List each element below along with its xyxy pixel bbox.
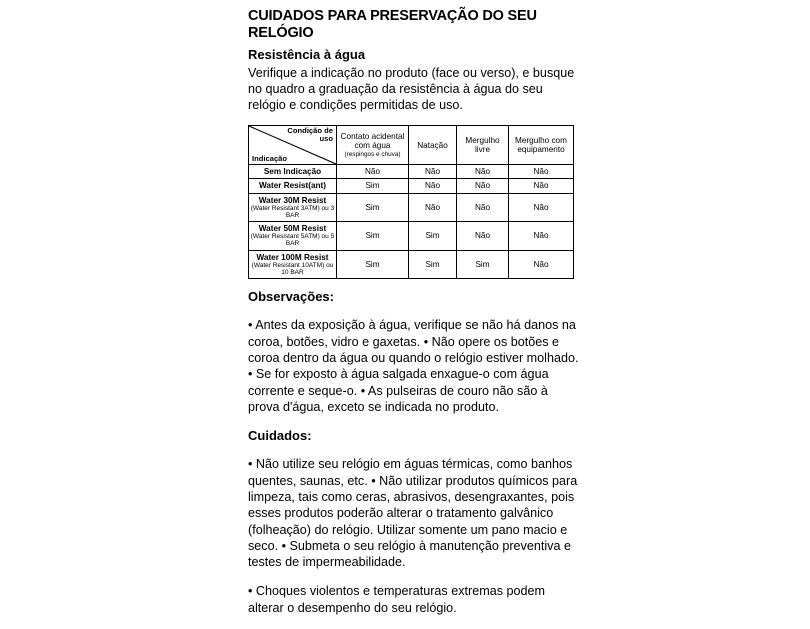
column-header-label: Mergulho com equipamento [515,136,567,155]
table-cell: Sim [337,193,409,221]
table-row [249,193,574,221]
table-cell: Sim [409,222,457,250]
column-header-mergulho-livre [457,126,509,165]
table-cell: Não [409,193,457,221]
cuidados-body: • Não utilize seu relógio em águas térmicas, como banhos quentes, saunas, etc. • Não utilizar produtos químicos para limpeza, tais como ceras, abrasivos, desengraxantes, pois esses produtos poderão alterar o tratamento galvânico (folheação) do relógio. Utilizar somente um pano macio e seco. • Submeta o seu relógio à manutenção preventiva e testes de impermeabilidade. [248,457,578,570]
table-cell: Não [509,165,574,179]
table-row [249,250,574,278]
observacoes-block [248,289,580,415]
row-label-sub: (Water Resistant 10ATM) ou 10 BAR [251,261,334,276]
table-row [249,222,574,250]
table-cell: Sim [337,179,409,193]
water-resistance-table [248,125,574,279]
row-label-water-resistant [249,179,337,193]
cuidados-block [248,428,580,616]
table-cell: Não [337,165,409,179]
column-header-label: Natação [417,140,448,150]
column-header-label: Mergulho livre [465,136,500,155]
table-cell: Não [509,193,574,221]
row-label-sub: (Water Resistant 3ATM) ou 3 BAR [250,204,335,219]
corner-label-bottom: Indicação [252,154,288,164]
table-cell: Não [409,165,457,179]
table-cell: Não [509,250,574,278]
table-cell: Não [409,179,457,193]
section-heading-observacoes: Observações: [248,289,334,305]
row-label-text: Water Resist(ant) [258,181,327,191]
row-label-text: Water 100M Resist [256,252,329,262]
table-row [249,165,574,179]
row-label-text: Water 30M Resist [258,195,327,205]
table-cell: Não [457,222,509,250]
table-cell: Não [457,165,509,179]
observacoes-body: • Antes da exposição à água, verifique se não há danos na coroa, botões, vidro e gaxetas. • Não opere os botões e coroa dentro da água ou quando o relógio estiver molhado. • Se for exposto à água salgada enxague-o com água corrente e seque-o. • As pulseiras de couro não são à prova d'água, exceto se indicada no produto. [248,318,579,415]
table-header-row [249,126,574,165]
row-label-water-50m [249,222,337,250]
table-cell: Sim [337,250,409,278]
row-label-water-100m [249,250,337,278]
row-label-text: Water 50M Resist [258,224,327,234]
column-header-natacao [409,126,457,165]
section-heading-water-resistance: Resistência à água [248,47,366,63]
column-header-sublabel: (respingos e chuva) [344,151,401,159]
row-label-sem-indicacao [249,165,337,179]
table-cell: Não [509,222,574,250]
table-cell: Não [457,193,509,221]
table-cell: Não [509,179,574,193]
section-heading-cuidados: Cuidados: [248,427,312,443]
water-resistance-table-wrapper [248,125,573,279]
intro-paragraph: Verifique a indicação no produto (face ou verso), e busque no quadro a graduação da resistência à água do seu relógio e condições permitidas de uso. [248,65,575,113]
table-corner-cell [249,126,337,165]
row-label-text: Sem Indicação [263,167,322,177]
corner-label-top: Condição de uso [287,126,333,144]
column-header-mergulho-com-equipamento [509,126,574,165]
column-header-label: Contato acidental com água [340,131,405,151]
column-header-contato-acidental [337,126,409,165]
table-cell: Sim [457,250,509,278]
cuidados-body-2: • Choques violentos e temperaturas extremas podem alterar o desempenho do seu relógio. [248,584,546,615]
table-cell: Não [457,179,509,193]
table-row [249,179,574,193]
table-cell: Sim [409,250,457,278]
page-title: CUIDADOS PARA PRESERVAÇÃO DO SEU RELÓGIO [248,8,537,41]
table-cell: Sim [337,222,409,250]
row-label-water-30m [249,193,337,221]
document-content [248,8,580,629]
row-label-sub: (Water Resistant 5ATM) ou 5 BAR [250,233,335,248]
